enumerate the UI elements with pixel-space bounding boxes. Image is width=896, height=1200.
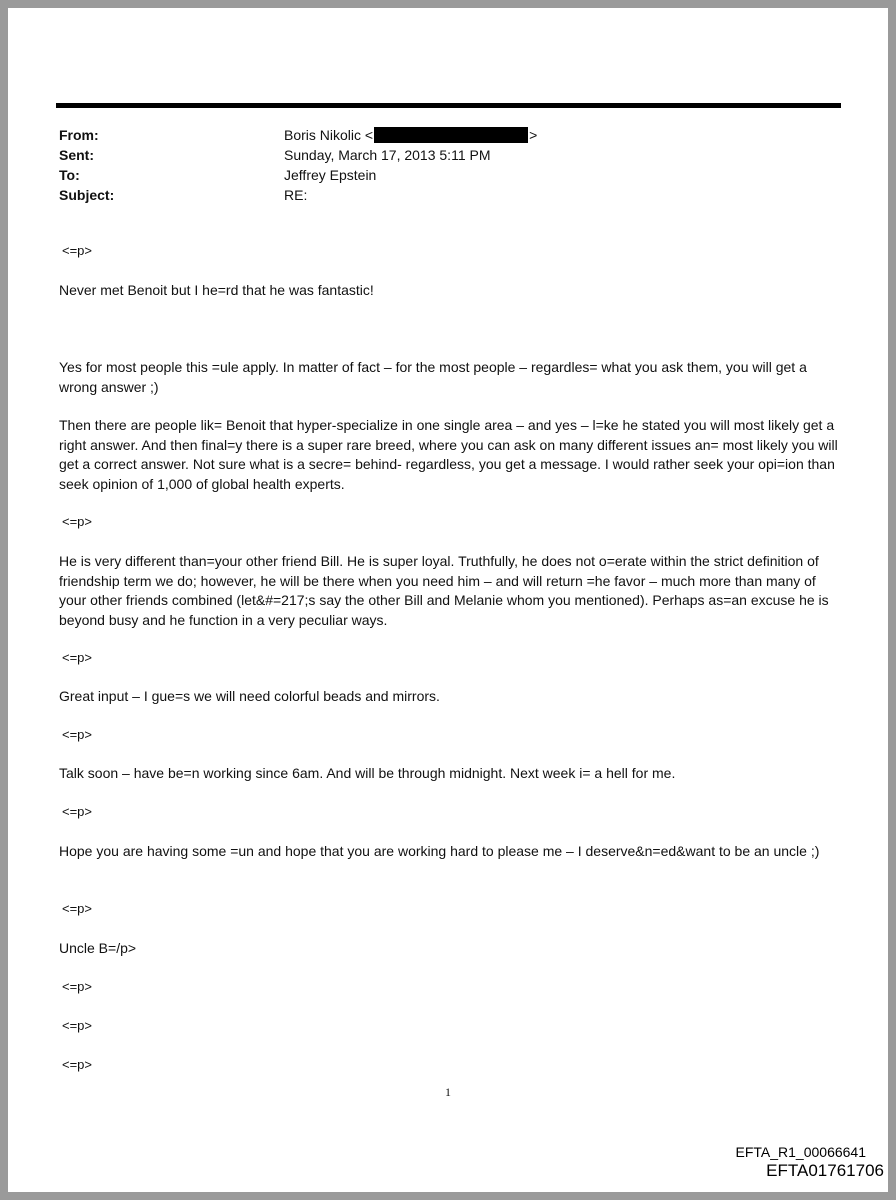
body-paragraph-6: Talk soon – have be=n working since 6am. And will be through midnight. Next week i= a hell for me. <box>59 765 676 781</box>
email-header <box>59 125 839 205</box>
page-number: 1 <box>445 1085 451 1099</box>
from-label: From: <box>59 127 99 143</box>
subject-row <box>59 185 839 205</box>
header-rule <box>56 103 841 108</box>
subject-label: Subject: <box>59 187 115 203</box>
body-paragraph-4: He is very different than=your other friend Bill. He is super loyal. Truthfully, he does not o=erate within the strict definition of friendship term we do; however, he will be there when you need him – and will return =he favor – much more than many of your other friends combined (let&#=217;s say the other Bill and Melanie whom you mentioned). Perhaps as=an excuse he is beyond busy and he function in a very peculiar ways. <box>59 553 829 628</box>
body-signature: Uncle B=/p> <box>59 940 137 956</box>
bates-number-2: EFTA01761706 <box>766 1161 884 1180</box>
subject-value: RE: <box>284 187 308 203</box>
to-value: Jeffrey Epstein <box>284 167 377 183</box>
from-name: Boris Nikolic < <box>284 127 374 143</box>
paragraph-marker: <=p> <box>62 1018 93 1033</box>
paragraph-marker: <=p> <box>62 243 93 258</box>
paragraph-marker: <=p> <box>62 979 93 994</box>
body-paragraph-5: Great input – I gue=s we will need colorful beads and mirrors. <box>59 688 440 704</box>
to-label: To: <box>59 167 80 183</box>
to-row <box>59 165 839 185</box>
from-suffix: > <box>529 127 538 143</box>
sent-label: Sent: <box>59 147 94 163</box>
from-value <box>284 125 537 145</box>
document-page <box>8 8 888 1192</box>
from-row <box>59 125 839 145</box>
paragraph-marker: <=p> <box>62 1057 93 1072</box>
bates-number-1: EFTA_R1_00066641 <box>735 1144 866 1160</box>
paragraph-marker: <=p> <box>62 650 93 665</box>
paragraph-marker: <=p> <box>62 901 93 916</box>
body-paragraph-3: Then there are people lik= Benoit that hyper-specialize in one single area – and yes – l=ke he stated you will most likely get a right answer. And then final=y there is a super rare breed, where you can ask on many different issues an= most likely you will get a correct answer. Not sure what is a secre= behind- regardless, you get a message. I would rather seek your opi=ion than seek opinion of 1,000 of global health experts. <box>59 417 838 492</box>
sent-row <box>59 145 839 165</box>
paragraph-marker: <=p> <box>62 727 93 742</box>
paragraph-marker: <=p> <box>62 804 93 819</box>
sent-value: Sunday, March 17, 2013 5:11 PM <box>284 147 491 163</box>
paragraph-marker: <=p> <box>62 514 93 529</box>
redaction-block <box>374 127 528 143</box>
body-paragraph-7: Hope you are having some =un and hope that you are working hard to please me – I deserve&n=ed&want to be an uncle ;) <box>59 843 820 859</box>
body-paragraph-1: Never met Benoit but I he=rd that he was fantastic! <box>59 282 374 298</box>
body-paragraph-2: Yes for most people this =ule apply. In matter of fact – for the most people – regardles= what you ask them, you will get a wrong answer ;) <box>59 359 807 395</box>
